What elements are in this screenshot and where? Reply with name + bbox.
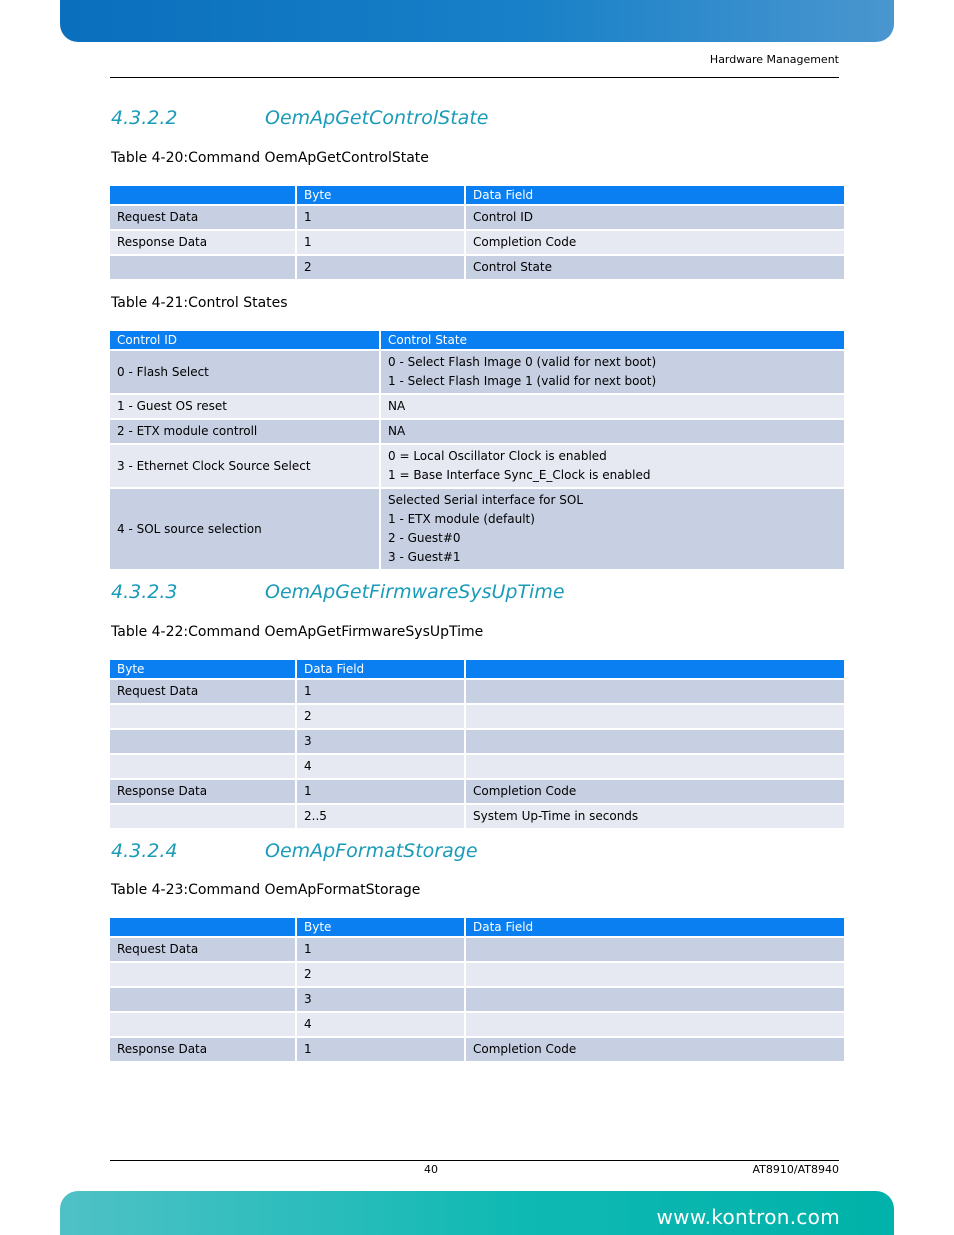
table-cell: Request Data: [110, 680, 295, 703]
table-row: [110, 395, 844, 418]
table-row: [110, 938, 844, 961]
table-cell: [379, 395, 844, 418]
table-cell: [464, 938, 844, 961]
table-caption: Table 4-22:Command OemApGetFirmwareSysUpTime: [111, 624, 484, 640]
cell-line: NA: [388, 399, 406, 413]
footer-rule: [110, 1160, 839, 1161]
command-table-oemapgetfirmwaresysuptime: [110, 658, 844, 830]
table-cell: [464, 730, 844, 753]
table-cell: 3: [295, 730, 464, 753]
table-cell: Response Data: [110, 780, 295, 803]
table-cell: [110, 805, 295, 828]
section-number: 4.3.2.3: [111, 581, 178, 603]
chapter-header: Hardware Management: [709, 53, 839, 66]
table-row: [110, 680, 844, 703]
table-caption: Table 4-20:Command OemApGetControlState: [111, 150, 429, 166]
table-row: [110, 1013, 844, 1036]
table-cell: Request Data: [110, 938, 295, 961]
table-cell: 1: [295, 231, 464, 254]
table-cell: [379, 489, 844, 569]
cell-line: 1 - ETX module (default): [388, 512, 535, 526]
table-cell: Completion Code: [464, 780, 844, 803]
table-cell: Response Data: [110, 231, 295, 254]
table-cell: 2..5: [295, 805, 464, 828]
section-number: 4.3.2.2: [111, 107, 178, 129]
table-cell: 2: [295, 705, 464, 728]
table-cell: 2: [295, 256, 464, 279]
website-link[interactable]: www.kontron.com: [656, 1205, 840, 1229]
header-cell: Control State: [379, 331, 844, 349]
section-title: OemApGetControlState: [265, 107, 489, 129]
table-cell: [110, 963, 295, 986]
header-cell: [110, 186, 295, 204]
table-row: [110, 489, 844, 569]
control-states-table: [110, 329, 844, 571]
cell-line: NA: [388, 424, 406, 438]
header-cell: [110, 918, 295, 936]
table-cell: 3: [295, 988, 464, 1011]
cell-line: 0 - Select Flash Image 0 (valid for next boot): [388, 355, 657, 369]
table-row: [110, 730, 844, 753]
cell-line: 3 - Guest#1: [388, 550, 461, 564]
bottom-banner: [60, 1191, 894, 1235]
header-cell: Byte: [295, 186, 464, 204]
table-cell: 4: [295, 755, 464, 778]
table-cell: [464, 988, 844, 1011]
table-header-row: [110, 186, 844, 204]
table-cell: 2: [295, 963, 464, 986]
top-banner: [60, 0, 894, 42]
table-row: [110, 420, 844, 443]
header-cell: Byte: [110, 660, 295, 678]
table-cell: Response Data: [110, 1038, 295, 1061]
cell-line: 0 = Local Oscillator Clock is enabled: [388, 449, 607, 463]
header-cell: Byte: [295, 918, 464, 936]
table-row: [110, 256, 844, 279]
table-cell: [110, 1013, 295, 1036]
table-cell: [110, 705, 295, 728]
table-row: [110, 963, 844, 986]
table-row: [110, 206, 844, 229]
section-title: OemApGetFirmwareSysUpTime: [265, 581, 565, 603]
document-id: AT8910/AT8940: [752, 1163, 839, 1176]
header-cell: [464, 660, 844, 678]
header-cell: Data Field: [295, 660, 464, 678]
table-cell: [379, 445, 844, 487]
table-cell: [464, 705, 844, 728]
table-cell: 1: [295, 1038, 464, 1061]
section-heading-4-3-2-3: [111, 581, 565, 603]
table-cell: 1: [295, 938, 464, 961]
table-row: [110, 231, 844, 254]
header-rule: [110, 77, 839, 78]
table-cell: System Up-Time in seconds: [464, 805, 844, 828]
table-cell: 4: [295, 1013, 464, 1036]
table-cell: [464, 963, 844, 986]
section-heading-4-3-2-4: [111, 840, 478, 862]
table-cell: 1: [295, 780, 464, 803]
section-title: OemApFormatStorage: [265, 840, 478, 862]
table-cell: 2 - ETX module controll: [110, 420, 379, 443]
cell-line: 2 - Guest#0: [388, 531, 461, 545]
table-cell: Control State: [464, 256, 844, 279]
table-row: [110, 1038, 844, 1061]
table-caption: Table 4-23:Command OemApFormatStorage: [111, 882, 421, 898]
cell-line: Selected Serial interface for SOL: [388, 493, 583, 507]
table-cell: [110, 988, 295, 1011]
table-row: [110, 705, 844, 728]
table-cell: 1: [295, 206, 464, 229]
table-row: [110, 755, 844, 778]
command-table-oemapformatstorage: [110, 916, 844, 1063]
table-caption: Table 4-21:Control States: [111, 295, 288, 311]
section-heading-4-3-2-2: [111, 107, 488, 129]
table-cell: [110, 755, 295, 778]
table-header-row: [110, 660, 844, 678]
table-cell: [464, 1013, 844, 1036]
table-cell: Request Data: [110, 206, 295, 229]
table-cell: [379, 420, 844, 443]
page-number: 40: [424, 1163, 438, 1176]
table-row: [110, 805, 844, 828]
table-cell: 3 - Ethernet Clock Source Select: [110, 445, 379, 487]
table-cell: Control ID: [464, 206, 844, 229]
table-cell: 0 - Flash Select: [110, 351, 379, 393]
table-cell: [110, 256, 295, 279]
table-cell: Completion Code: [464, 1038, 844, 1061]
table-cell: [110, 730, 295, 753]
table-cell: Completion Code: [464, 231, 844, 254]
table-row: [110, 445, 844, 487]
table-cell: 1 - Guest OS reset: [110, 395, 379, 418]
header-cell: Data Field: [464, 186, 844, 204]
table-cell: 1: [295, 680, 464, 703]
table-row: [110, 351, 844, 393]
section-number: 4.3.2.4: [111, 840, 178, 862]
table-cell: 4 - SOL source selection: [110, 489, 379, 569]
cell-line: 1 = Base Interface Sync_E_Clock is enabled: [388, 468, 651, 482]
table-cell: [464, 755, 844, 778]
table-cell: [464, 680, 844, 703]
table-row: [110, 780, 844, 803]
table-header-row: [110, 918, 844, 936]
table-cell: [379, 351, 844, 393]
table-row: [110, 988, 844, 1011]
cell-line: 1 - Select Flash Image 1 (valid for next boot): [388, 374, 657, 388]
table-header-row: [110, 331, 844, 349]
header-cell: Data Field: [464, 918, 844, 936]
command-table-oemapgetcontrolstate: [110, 184, 844, 281]
header-cell: Control ID: [110, 331, 379, 349]
